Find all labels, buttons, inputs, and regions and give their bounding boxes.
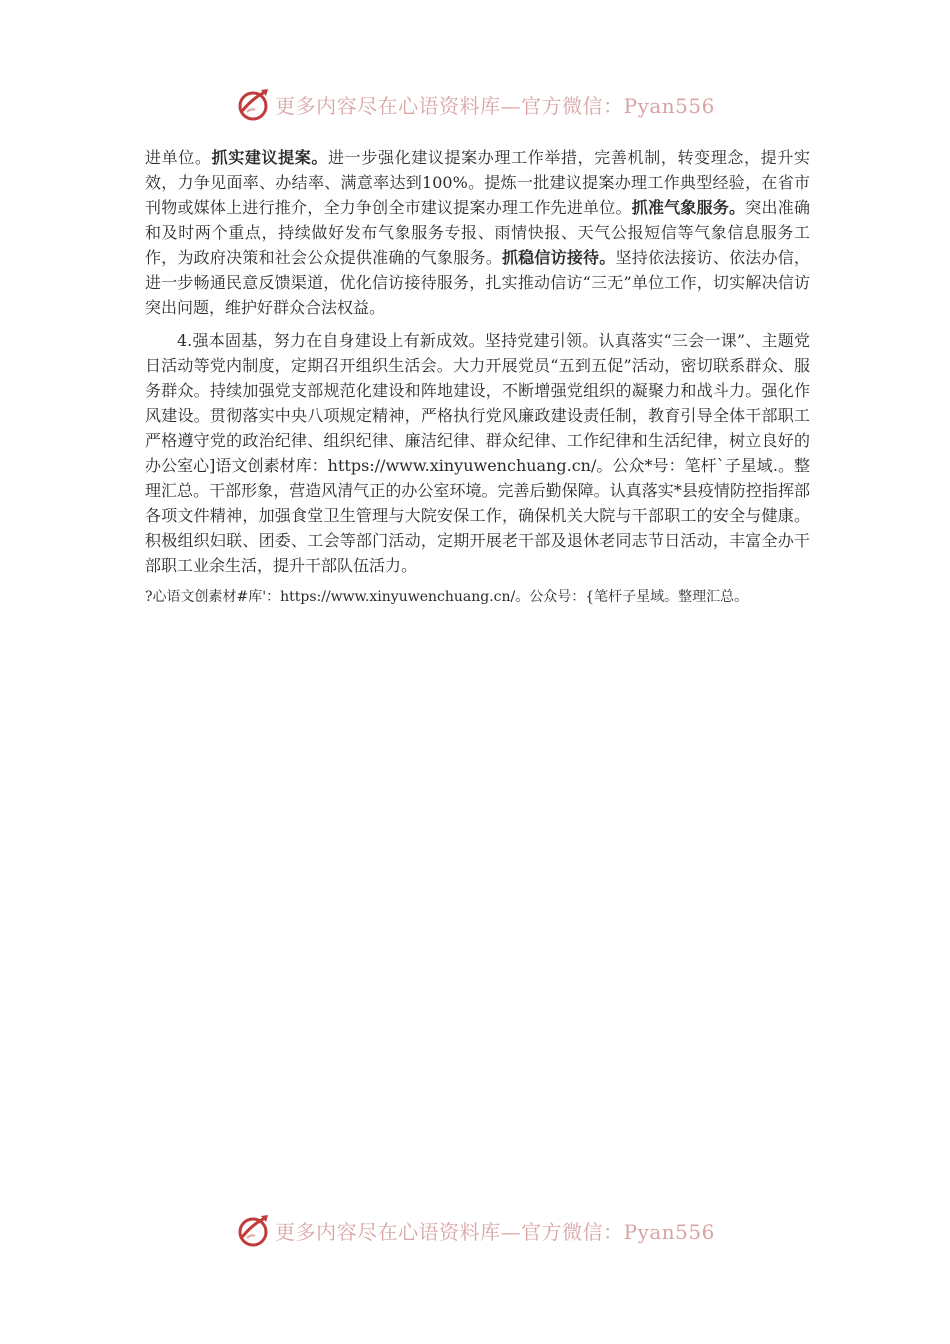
bold-heading: 抓稳信访接待。: [501, 248, 616, 267]
document-body: [145, 145, 810, 608]
watermark-text: 更多内容尽在心语资料库—官方微信：Pyan556: [275, 1219, 715, 1244]
text-run: 进单位。: [145, 148, 212, 167]
pen-swirl-logo-icon: [235, 86, 271, 122]
header-watermark: [0, 84, 950, 124]
bold-heading: 抓实建议提案。: [211, 148, 329, 167]
pen-swirl-logo-icon: [235, 1212, 271, 1248]
text-run: 突出准确和及时两个重点，持续做好发布气象服务专报、雨情快报、天气公报短信等气象信息服务工作，为政府决策和社会公众提供准确的气象服务。: [145, 198, 810, 267]
paragraph-services: [145, 145, 810, 320]
watermark-text: 更多内容尽在心语资料库—官方微信：Pyan556: [275, 93, 715, 118]
text-run: 进一步强化建议提案办理工作举措，完善机制，转变理念，提升实效，力争见面率、办结率、满意率达到100%。提炼一批建议提案办理工作典型经验，在省市刊物或媒体上进行推介，全力争创全市建议提案办理工作先进单位。: [145, 148, 810, 217]
text-run: 坚持依法接访、依法办信，进一步畅通民意反馈渠道，优化信访接待服务，扎实推动信访“三无”单位工作，切实解决信访突出问题，维护好群众合法权益。: [145, 248, 810, 317]
footer-watermark: [0, 1210, 950, 1250]
paragraph-self-building: 4.强本固基，努力在自身建设上有新成效。坚持党建引领。认真落实“三会一课”、主题党日活动等党内制度，定期召开组织生活会。大力开展党员“五到五促”活动，密切联系群众、服务群众。持续加强党支部规范化建设和阵地建设，不断增强党组织的凝聚力和战斗力。强化作风建设。贯彻落实中央八项规定精神，严格执行党风廉政建设责任制，教育引导全体干部职工严格遵守党的政治纪律、组织纪律、廉洁纪律、群众纪律、工作纪律和生活纪律，树立良好的办公室心]语文创素材库：https://www.xinyuwenchuang.cn/。公众*号：笔杆`子星域.。整理汇总。干部形象，营造风清气正的办公室环境。完善后勤保障。认真落实*县疫情防控指挥部各项文件精神，加强食堂卫生管理与大院安保工作，确保机关大院与干部职工的安全与健康。积极组织妇联、团委、工会等部门活动，定期开展老干部及退休老同志节日活动，丰富全办干部职工业余生活，提升干部队伍活力。: [145, 331, 810, 575]
source-note: ?心语文创素材#库'：https://www.xinyuwenchuang.cn/。公众号：{笔杆子星域。整理汇总。: [145, 589, 749, 605]
bold-heading: 抓准气象服务。: [631, 198, 746, 217]
